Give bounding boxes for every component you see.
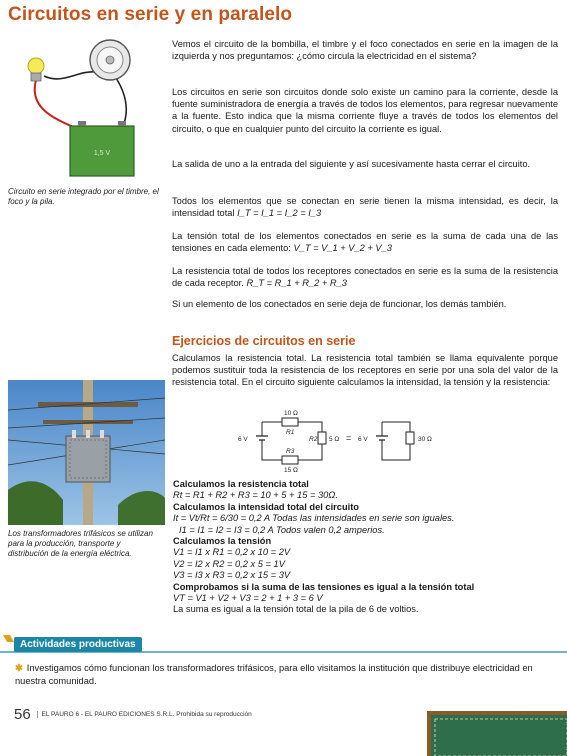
- bell-icon: [90, 40, 130, 80]
- r1-label: R1: [286, 429, 295, 436]
- source-voltage: 6 V: [238, 436, 248, 443]
- battery-symbol-right: [376, 436, 388, 440]
- calc-heading-voltage: Calculamos la tensión: [173, 536, 272, 547]
- calc-line-it: It = Vt/Rt = 6/30 = 0,2 A Todas las intensidades en serie son iguales.: [173, 513, 455, 524]
- paragraph-voltage: [172, 230, 558, 254]
- caption-transformer: Los transformadores trifásicos se utilizan para la producción, transporte y distribución de la energía eléctrica.: [8, 529, 153, 558]
- intro-paragraph: Vemos el circuito de la bombilla, el timbre y el foco conectados en serie en la imagen de la izquierda y nos preguntamos: ¿cómo circula la electricidad en el sistema?: [172, 39, 558, 62]
- activity-item: [15, 662, 555, 688]
- equivalent-resistance-value: 30 Ω: [418, 436, 432, 443]
- calc-line-v3: V3 = I3 x R3 = 0,2 x 15 = 3V: [173, 570, 291, 581]
- page-title: Circuitos en serie y en paralelo: [8, 4, 293, 25]
- circuit-diagram: [232, 404, 447, 476]
- r3-label: R3: [286, 448, 295, 455]
- wire-red: [35, 80, 80, 130]
- calc-line-rt: Rt = R1 + R2 + R3 = 10 + 5 + 15 = 30Ω.: [173, 490, 338, 501]
- equivalent-voltage: 6 V: [358, 436, 368, 443]
- resistor-equivalent: [406, 432, 414, 444]
- paragraph-intensity: [172, 195, 558, 219]
- resistance-formula: R_T = R_1 + R_2 + R_3: [246, 278, 347, 289]
- calc-line-i-equal: I1 = I1 = I2 = I3 = 0,2 A Todos valen 0,2 amperios.: [179, 524, 385, 535]
- page-footer: [14, 706, 252, 723]
- transformer-photo: [8, 380, 165, 525]
- bullet-icon: ✱: [15, 663, 23, 673]
- calc-line-v2: V2 = I2 x R2 = 0,2 x 5 = 1V: [173, 558, 285, 569]
- section-heading-exercises: Ejercicios de circuitos en serie: [172, 334, 356, 348]
- transformer-image: [8, 380, 165, 525]
- calc-heading-resistance: Calculamos la resistencia total: [173, 479, 309, 489]
- voltage-formula: V_T = V_1 + V_2 + V_3: [293, 243, 392, 254]
- calc-line-conclusion: La suma es igual a la tensión total de la pila de 6 de voltios.: [173, 604, 419, 615]
- paragraph-output-input: La salida de uno a la entrada del siguiente y así sucesivamente hasta cerrar el circuito.: [172, 159, 531, 169]
- page-number: 56: [14, 706, 31, 723]
- battery-icon: [70, 121, 134, 176]
- voltage-text: La tensión total de los elementos conectados en serie es la suma de cada una de las tensiones en cada elemento:: [172, 231, 558, 254]
- calc-heading-intensity: Calculamos la intensidad total del circuito: [173, 501, 359, 512]
- r1-value: 10 Ω: [284, 410, 298, 417]
- intensity-formula: I_T = I_1 = I_2 = I_3: [237, 208, 322, 219]
- calc-heading-check: Comprobamos si la suma de las tensiones es igual a la tensión total: [173, 581, 475, 592]
- activity-text: Investigamos cómo funcionan los transformadores trifásicos, para ello visitamos la institución que distribuye electricidad en nuestra comunidad.: [15, 663, 533, 686]
- chalkboard-decoration: [427, 711, 567, 756]
- series-circuit-illustration: [18, 30, 168, 180]
- battery-label: 1,5 V: [93, 150, 111, 157]
- footer-credit: EL PAURO 6 - EL PAURO EDICIONES S.R.L. Prohibida su reproducción: [41, 711, 252, 719]
- wire-black-1: [44, 72, 96, 79]
- paragraph-series-definition: Los circuitos en serie son circuitos donde solo existe un camino para la corriente, desde la fuente suministradora de energía a través de todos los elementos, para regresar nuevamente a la fuente. Esto indica que la misma corriente fluye a través de todos los elementos del circuito, o que en cualquier punto del circuito la corriente es igual.: [172, 87, 558, 134]
- paragraph-resistance: [172, 265, 558, 289]
- resistance-text: La resistencia total de todos los receptores conectados en serie es la suma de la resistencia de cada receptor.: [172, 266, 558, 289]
- bulb-icon: [28, 58, 44, 81]
- exercises-intro: Calculamos la resistencia total. La resistencia total también se llama equivalente porque podemos sustituir toda la resistencia de los receptores en serie por una sola del valor de la resistencia total. En el circuito siguiente calculamos la intensidad, la tensión y la resistencia:: [172, 353, 558, 388]
- resistor-r3: [282, 456, 298, 464]
- activities-label: Actividades productivas: [14, 637, 142, 652]
- resistor-r2: [318, 432, 326, 444]
- intensity-text: Todos los elementos que se conectan en serie tienen la misma intensidad, es decir, la intensidad total: [172, 196, 558, 219]
- footer-divider: [37, 711, 38, 718]
- pencil-icon: [3, 635, 14, 642]
- r2-value: 5 Ω: [329, 436, 340, 443]
- battery-symbol-left: [256, 436, 268, 440]
- r2-label: R2: [309, 436, 318, 443]
- calculations-block: [173, 479, 563, 616]
- paragraph-failure: Si un elemento de los conectados en serie deja de funcionar, los demás también.: [172, 299, 507, 309]
- equals-sign: =: [346, 433, 352, 443]
- resistor-r1: [282, 418, 298, 426]
- caption-circuit: Circuito en serie integrado por el timbre, el foco y la pila.: [8, 187, 159, 206]
- calc-line-v1: V1 = I1 x R1 = 0,2 x 10 = 2V: [173, 547, 291, 558]
- calc-line-vt: VT = V1 + V2 + V3 = 2 + 1 + 3 = 6 V: [173, 593, 323, 604]
- r3-value: 15 Ω: [284, 467, 298, 474]
